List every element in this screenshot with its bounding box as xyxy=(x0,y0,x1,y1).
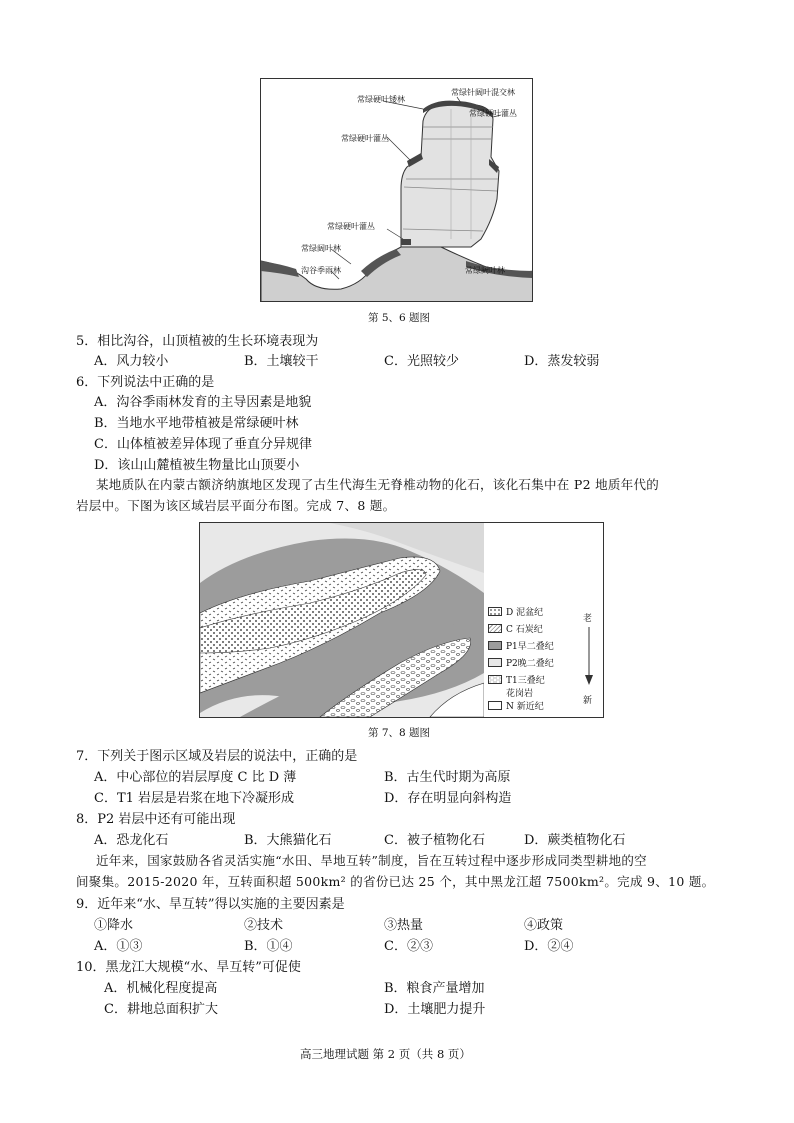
q10-option-c[interactable]: C．耕地总面积扩大 xyxy=(104,1002,218,1017)
legend-swatch-p1 xyxy=(488,641,502,650)
question-7-stem: 7．下列关于图示区域及岩层的说法中，正确的是 xyxy=(76,749,358,764)
legend-label-p1: P1早二叠纪 xyxy=(506,642,554,652)
legend-swatch-c xyxy=(488,624,502,633)
q6-option-d[interactable]: D．该山山麓植被生物量比山顶要小 xyxy=(94,458,300,473)
label-mixed-forest: 常绿针阔叶混交林 xyxy=(451,88,515,97)
question-6-stem: 6．下列说法中正确的是 xyxy=(76,375,215,390)
passage-7-8-line1: 某地质队在内蒙古额济纳旗地区发现了古生代海生无脊椎动物的化石，该化石集中在 P2 地质年代的 xyxy=(96,477,660,492)
q9-item-2: ②技术 xyxy=(244,918,284,933)
q6-option-b[interactable]: B．当地水平地带植被是常绿硬叶林 xyxy=(94,416,299,431)
q9-option-a[interactable]: A．①③ xyxy=(94,939,143,954)
mountain-vegetation-figure xyxy=(260,78,533,302)
q5-option-d[interactable]: D．蒸发较弱 xyxy=(524,354,600,369)
q10-option-d[interactable]: D．土壤肥力提升 xyxy=(384,1002,486,1017)
q8-option-a[interactable]: A．恐龙化石 xyxy=(94,833,169,848)
label-shrub-middle: 常绿硬叶灌丛 xyxy=(341,134,389,143)
figure1-caption: 第 5、6 题图 xyxy=(368,312,431,324)
rock-layer-map xyxy=(199,522,604,718)
q10-option-b[interactable]: B．粮食产量增加 xyxy=(384,981,485,996)
q5-option-c[interactable]: C．光照较少 xyxy=(384,354,459,369)
q9-option-c[interactable]: C．②③ xyxy=(384,939,433,954)
q5-option-a[interactable]: A．风力较小 xyxy=(94,354,169,369)
q7-option-a[interactable]: A．中心部位的岩层厚度 C 比 D 薄 xyxy=(94,770,297,785)
label-shrub-bottom: 常绿硬叶灌丛 xyxy=(327,222,375,231)
legend-label-granite: 花岗岩 xyxy=(506,689,534,699)
question-8-stem: 8．P2 岩层中还有可能出现 xyxy=(76,812,236,827)
legend-label-c: C 石炭纪 xyxy=(506,625,543,635)
label-evergreen-sclerophyll-low-forest: 常绿硬叶矮林 xyxy=(357,95,405,104)
legend-swatch-d xyxy=(488,607,502,616)
q8-option-d[interactable]: D．蕨类植物化石 xyxy=(524,833,626,848)
old-to-new-arrow-icon xyxy=(584,627,594,687)
figure2-caption: 第 7、8 题图 xyxy=(368,727,431,739)
legend-label-p2: P2晚二叠纪 xyxy=(506,659,554,669)
q9-option-d[interactable]: D．②④ xyxy=(524,939,574,954)
passage-9-10-line2: 间聚集。2015-2020 年，互转面积超 500km² 的省份已达 25 个，其中黑龙江超 7500km²。完成 9、10 题。 xyxy=(76,874,715,889)
passage-9-10-line1: 近年来，国家鼓励各省灵活实施“水田、旱地互转”制度，旨在互转过程中逐步形成同类型耕地的空 xyxy=(96,853,647,868)
q9-item-4: ④政策 xyxy=(524,918,564,933)
q9-item-3: ③热量 xyxy=(384,918,424,933)
legend-label-n: N 新近纪 xyxy=(506,702,544,712)
question-10-stem: 10．黑龙江大规模“水、旱互转”可促使 xyxy=(76,960,301,975)
q5-option-b[interactable]: B．土壤较干 xyxy=(244,354,319,369)
rock-layer-distribution xyxy=(200,523,484,717)
legend-label-t1: T1三叠纪 xyxy=(506,676,545,686)
legend-label-d: D 泥盆纪 xyxy=(506,608,544,618)
label-broadleaf-right: 常绿阔叶林 xyxy=(465,266,505,275)
q6-option-c[interactable]: C．山体植被差异体现了垂直分异规律 xyxy=(94,437,312,452)
passage-7-8-line2: 岩层中。下图为该区域岩层平面分布图。完成 7、8 题。 xyxy=(76,498,396,513)
q9-option-b[interactable]: B．①④ xyxy=(244,939,293,954)
q8-option-c[interactable]: C．被子植物化石 xyxy=(384,833,485,848)
q7-option-d[interactable]: D．存在明显向斜构造 xyxy=(384,791,512,806)
label-broadleaf-left: 常绿阔叶林 xyxy=(301,244,341,253)
legend-new-label: 新 xyxy=(583,696,593,706)
legend-swatch-p2 xyxy=(488,658,502,667)
q7-option-c[interactable]: C．T1 岩层是岩浆在地下冷凝形成 xyxy=(94,791,295,806)
legend-old-label: 老 xyxy=(583,614,593,624)
q10-option-a[interactable]: A．机械化程度提高 xyxy=(104,981,218,996)
question-5-stem: 5．相比沟谷，山顶植被的生长环境表现为 xyxy=(76,334,319,349)
legend-swatch-n xyxy=(488,701,502,710)
q7-option-b[interactable]: B．古生代时期为高原 xyxy=(384,770,511,785)
q9-item-1: ①降水 xyxy=(94,918,134,933)
q8-option-b[interactable]: B．大熊猫化石 xyxy=(244,833,332,848)
q6-option-a[interactable]: A．沟谷季雨林发育的主导因素是地貌 xyxy=(94,395,312,410)
label-gully-monsoon-forest: 沟谷季雨林 xyxy=(301,266,341,275)
legend-swatch-t1 xyxy=(488,675,502,684)
label-shrub-top: 常绿硬叶灌丛 xyxy=(469,109,517,118)
page-footer: 高三地理试题 第 2 页（共 8 页） xyxy=(300,1047,471,1061)
question-9-stem: 9．近年来“水、旱互转”得以实施的主要因素是 xyxy=(76,897,345,912)
